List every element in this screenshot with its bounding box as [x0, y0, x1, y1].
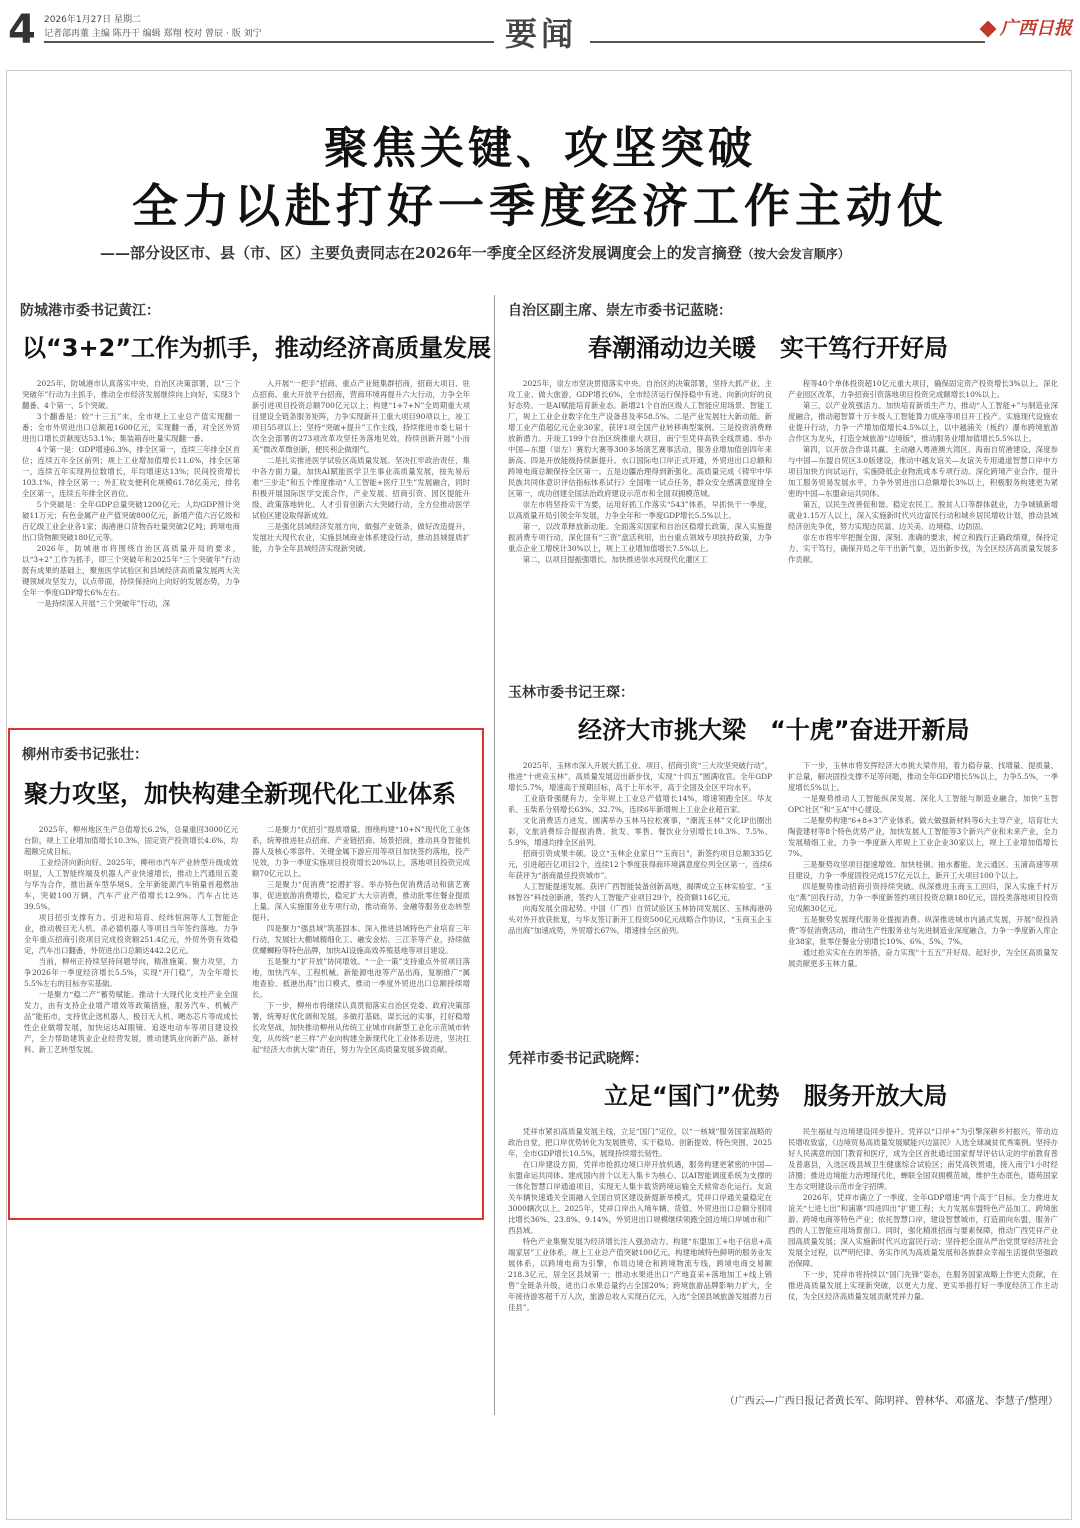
byline-pingxiang: 凭祥市委书记武晓辉： — [508, 1051, 648, 1067]
body-yulin-col1: 2025年，玉林市深入开展大抓工业、项目、招商引资“三大攻坚突破行动”，推进“十虎竞玉林”，高质量发展迈出新步伐，实现“十四五”圆满收官。全年GDP增长5.7%，增速高于预期目标，高于上年水平，高于全国及全区平均水平。 工业筋骨强健有力。全年规上工业总产值增长14%，增速领跑全区。华友系、玉柴系分别增长63%、32.7%，连续6年新增规上工业企业超百家。 文化消费活力迸发。圆满举办玉林马拉松赛事，“潮流玉林”文化IP出圈出彩，文旅消费综合提振消费、批发、零售、餐饮业分别增长10.3%、7.5%、5.9%，增速均排全区前列。 招商引资成果丰硕。设立“玉林企业家日”“玉商日”，新签约项目总额335亿元，引进超百亿项目2个，连续12个季度获得商环境满意度位列全区第一，连续6年获评为“浙商最佳投资城市”。 人工智能提速发展。获评广西智能装备创新高地，揭牌成立玉林实验室、“玉林智谷”科技创新港，签约人工智能产业项目29个，投资额116亿元。 向海发展全面起势。中国（广西）自贸试验区玉林协同发展区、玉林海港码头对外开放获批复，与华友签订新开工投资500亿元战略合作协议，“玉商玉企玉品出海”加速成势，外贸增长67%，增速排全区前列。 — [508, 761, 772, 935]
headline-subtitle — [100, 242, 1040, 263]
body-yulin-col2: 下一步，玉林市将发挥经济大市挑大梁作用，着力稳存量、找增量、提质量、扩总量，解决固投支撑不足等问题，推动全年GDP增长5%以上，力争5.5%，一季度增长5%以上。 一是聚势推动人工智能纵深发展。深化人工智能与制造业融合，加快“玉智OPC社区”和“玉A”中心建设。 二是聚势构建“6+8+3”产业体系。做大做强新材料等6大主导产业，培育壮大陶瓷建材等8个特色优势产业，加快发展人工智能等3个新兴产业和未来产业，全力发展精细工业，力争一季度新入库规上工业企业30家以上，规上工业增加值增长7%。 三是聚势攻坚项目提速增效。加快桂铜、抽水蓄能、龙云通区、玉浦高速等项目建设，力争一季度固投完成157亿元以上，新开工大项目100个以上。 四是聚势推动招商引资持续突破。纵深推进玉商玉工回归，深入实施千村万屯“燕”回我行动，力争一季度新签约项目投资总额180亿元，固投类落地项目投资完成额30亿元。 五是聚势发展现代服务业提振消费。纵深推进城市内涵式发展，开展“促投消费”等促消费活动，推动生产性服务业与先进制造业深度融合，力争一季度新入库企业38家，批零住餐业分别增长10%、6%、5%、7%。 通过抢实实在在的举措，奋力实现“十五五”开好局、起好步，为全区高质量发展贡献更多玉林力量。 — [788, 761, 1058, 968]
byline-liuzhou: 柳州市委书记张壮： — [22, 747, 148, 763]
section-title: 要闻 — [505, 15, 578, 53]
title-yulin: 经济大市挑大梁 “十虎”奋进开新局 — [578, 716, 970, 744]
body-liuzhou-col2: 二是聚力“优招引”提质增量。围绕构建“10+N”现代化工业体系，统筹推进驻点招商、产业链招商、场景招商，推动具身智能机器人及核心零部件、关键金属下游应用等项目加快签约落地，投产见效，力争一季度实施项目投资增长20%以上，落地项目投资完成额70亿元以上。 三是聚力“促消费”挖潜扩容。举办特色促消费活动和演艺赛事，促进旅游消费增长，稳定扩大大宗消费，推动批零住餐业提质上量。深入实施服务业专项行动，推动商务、金融等服务业态转型提升。 四是聚力“强县域”筑基固本。深入推进县域特色产业培育三年行动，发展壮大棚城精细化工、融安金桔、三江茶等产业，持续做优螺蛳粉等特色品牌，加快AI设施高效养殖基地等项目建设。 五是聚力“扩开放”协同增效。“一企一策”支持重点外贸项目落地，加快汽车、工程机械、新能源电池等产品出海，复制推广“属地查验、抵港出海”出口模式，推动一季度外贸进出口总额持续增长。 下一步，柳州市将继续认真贯彻落实自治区党委、政府决策部署，统筹好优化调和发展，多做打基础、谋长远的实事，打好稳增长攻坚战，加快推动柳州从传统工业城市向新型工业化示范城市转变，从传统“老三样”产业向构建全新现代化工业体系迈进，坚决扛起“经济大市挑大梁”责任，努力为全区高质量发展多做贡献。 — [252, 825, 470, 1054]
header-rule-right — [590, 41, 985, 43]
header-rule-left — [44, 41, 494, 43]
editors-line: 记者部再董 主编 陈丹干 编辑 郑翔 校对 曾辰 · 版 刘宁 — [44, 29, 262, 39]
column-divider — [494, 295, 495, 1415]
byline-chongzuo: 自治区副主席、崇左市委书记蓝晓： — [508, 303, 732, 319]
title-pingxiang: 立足“国门”优势 服务开放大局 — [604, 1082, 948, 1110]
page-number: 4 — [8, 7, 36, 53]
logo-diamond-icon — [980, 21, 997, 38]
body-fangchenggang-col2: 入开展“一把手”招商、重点产业链集群招商，招商大项目、驻点招商、重大开放平台招商，营商环境再提升六大行动，力争全年新引进项目投资总额700亿元以上；构建“1+7+N”全周期重大项目建设全链条服务矩阵，力争实现新开工重大项目90项以上，竣工项目55项以上；坚持“突破+提升”工作主线，持续推进市委七届十次全会部署的273项改革攻坚任务落地见效，持续创新开展“小而美”微改革微创新，便民利企做细气。 二是扎实推进医学试验区高质量发展。坚决扛牢政治责任，集中各方面力量，加快AI赋能医学卫生事业高质量发展，按先易后难“三步走”和五个维度推动“人工智能+医疗卫生”发展融合，同时积极开展国际医学交流合作，产业发展、招商引资、园区提能升级、政策落地转化、人才引育创新六大突破行动，全方位推动医学试验区建设取得新成效。 三是强化县域经济发展方向，做强产业链条，做好改造提升，发展壮大现代农业，实施县域商业体系建设行动，推动县城提质扩能，力争全年县域经济实现新突破。 — [252, 379, 470, 553]
title-liuzhou: 聚力攻坚，加快构建全新现代化工业体系 — [24, 780, 456, 808]
headline-line1: 聚焦关键、攻坚突破 — [324, 123, 756, 174]
paper-name: 广西日报 — [1000, 18, 1072, 39]
title-fangchenggang: 以“3+2”工作为抓手，推动经济高质量发展 — [22, 334, 492, 362]
body-chongzuo-col2: 程等40个单体投资超10亿元重大项目，确保固定资产投资增长3%以上。深化产业园区改革，力争招商引资落地项目投资完成额增长10%以上。 第三，以产业筑强活力。加快培育新质生产力，推动“人工智能+”与制造业深度融合，推动超智算十万卡级人工智能算力底座等项目开工投产。实施现代设施农业提升行动，力争一产增加值增长4.5%以上，以中越浦关（板约）瀑布跨境旅游合作区为龙头，打造全域旅游“边境版”，推动服务业增加值增长5.5%以上。 第四，以开放合作谋共赢。主动融入粤港澳大湾区、海南自贸港建设，深度参与中国—东盟自贸区3.0版建设，推动中越友谊关—友谊关专用通道智慧口岸中方项目加快方向试运行，实施降低企业物流成本专项行动。深化跨境产业合作，提升加工服务贸易发展水平，力争外贸进出口总额增长3%以上，积极服务构建更为紧密的中国—东盟命运共同体。 第五，以民生改善促和谐。稳定农民工、脱贫人口等群体就业，力争城镇新增就业1.15万人以上，深入实施新时代兴边富民行动和城乡居民增收计划，推动县域经济创先争优，努力实现边民富、边关美、边境稳、边防固。 崇左市将牢牢把握全面、深刻、准确的要求，树立和践行正确政绩观，保持定力、实干笃行，确保开局之年干出新气象，迈出新步伐，为全区经济高质量发展多作贡献。 — [788, 379, 1058, 564]
headline-line2: 全力以赴打好一季度经济工作主动仗 — [132, 179, 948, 233]
body-liuzhou-col1: 2025年，柳州地区生产总值增长6.2%，总量重回3000亿元台阶，规上工业增加值增长10.3%，固定资产投资增长4.6%，均超额完成目标。 工业经济向新向好。2025年，柳州市汽车产业转型升级成效明显，人工智能终端及机器人产业快速增长，推动上汽通用五菱与华为合作，推出新车型华境S。全年新能源汽车销量首超燃油车，突破100万辆，汽车产业产值增长12.9%。汽车占比达39.5%。 项目招引支撑有力。引进和培育、经纬恒润等人工智能企业，推动极目无人机、杀必德机器人等项目当年签约落地。力争全年重点招商引资项目完成投资额251.4亿元，外贸外资有效稳定，汽车出口翻番，外贸进出口总额达442.2亿元。 当前，柳州正持续坚持问题导向，精准施策、聚力攻坚，力争2026年一季度经济增长5.5%，实现“开门稳”，为全年增长5.5%左右的目标夯实基础。 一是聚力“稳二产”蓄势赋能。推动十大现代化支柱产业全面发力，由有支持企业增产增效等政策措施，服务汽车、机械产品”能拓市，支持优企选机器人、极目无人机、飓态芯片等成成长性企业做增发展，加快运达AI眼镜、追逐电动车等项目建设投产，全力帮助建筑业企业经营发展，推动建筑业向新产品、新材料、新工艺转型发展。 — [24, 825, 238, 1054]
body-fangchenggang-col1: 2025年，防城港市认真落实中央、自治区决策部署，以“三个突破年”行动为主抓手，推动全市经济发展继续向上向好，实现3个翻番、4个第一、5个突破。 3个翻番是：较“十三五”末，全市规上工业总产值实现翻一番；全市外贸进出口总额超1600亿元，实现翻一番，对全区外贸进出口增长贡献度达53.1%；集装箱吞吐量实现翻一番。 4个第一是：GDP增速6.3%，排全区第一，连续三年排全区首位；连续五年全区前列；规上工业增加值增长11.6%，排全区第一，连续五年实现两位数增长，年均增速达13%；民间投资增长103.1%，排全区第一；外汇收支便利化规模61.78亿美元，排名全区第一，连续五年排全区首位。 5个突破是：全年GDP总量突破1200亿元；人均GDP预计突破11万元；有色金属产业产值突破800亿元，新增产值六百亿级和百亿级工业企业各1家；海港港口货物吞吐量突破2亿吨；跨境电商出口货物额突破180亿元等。 2026年，防城港市将围绕自治区高质量开局的要求，以“3+2”工作为抓手，即三个突破年和2025年“三个突破年”行动既有成果的基础上，聚焦医学试验区和县域经济高质量发展两大关键领域攻坚发力，以点带面，持续保持向上向好的发展态势，力争全年一季度GDP增长6%左右。 一是持续深入开展“三个突破年”行动，深 — [22, 379, 240, 608]
subtitle-note: （按大会发言顺序） — [741, 247, 850, 261]
reporter-credit: （广西云—广西日报记者黄长军、陈明祥、曾林华、邓盛龙、李慧子/整理） — [724, 1396, 1058, 1407]
title-chongzuo: 春潮涌动边关暖 实干笃行开好局 — [588, 334, 948, 362]
body-chongzuo-col1: 2025年，崇左市坚决贯彻落实中央、自治区的决策部署，坚持大抓产业、主攻工业、做大旅游，GDP增长6%，全市经济运行保持稳中有进、向新向好的良好态势。一是AI赋能培育新业态。新增21个自治区级人工智能应用场景、智能工厂，规上工业企业数字化生产设备普及率58.5%。二是产业发展壮大新动能。新增工业产值超亿元企业30家，获评1项全国产业转移典型案例。三是投资消费释放新潜力。开竣工199个自治区统推重大项目，南宁至凭祥高铁全线贯通。举办中国—东盟（崇左）赛豹大赛等300多场演艺赛事活动，服务业增加值创四年来新高。四是开放能级持续新提升。水口国际电口岸正式开通，外贸进出口总额和跨境电商总额保持全区第一。五是边疆治理得到新强化。高质量完成《铸牢中华民族共同体意识评估指标体系试行》全国唯一试点任务，群众安全感满意度排全区第一，成功创建全国法治政府建设示范市和全国双拥模范城。 崇左市将坚持实干为要，运用好抓工作落实“543”体系，早抓快干一季度，以高质量开局引领全年发展，力争全年和一季度GDP增长5.5%以上。 第一，以改革释放新动能。全面落实国家和自治区稳增长政策，深入实施提振消费专项行动，深化国有“三资”盘活利用，出台重点领域专项扶持政策，力争重点企业工增统计30%以上，规上工业增加值增长7.5%以上。 第二，以项目提振强增长。加快推进崇水河现代化灌区工 — [508, 379, 772, 564]
subtitle-text: ——部分设区市、县（市、区）主要负责同志在2026年一季度全区经济发展调度会上的发言摘登 — [100, 244, 742, 262]
body-pingxiang-col1: 凭祥市紧扣高质量发展主线，立足“国门”定位，以“一核城”服务国家战略的政治自觉，把口岸优势转化为发展胜势，实干稳局、创新提效、特色突围，2025年，全市GDP增长10.5%，展现持续增长韧性。 在口岸建设方面，凭祥市抢抓边境口岸开放机遇，服务构建更紧密的中国—东盟命运共同体。建成国内首个以无人集卡为核心、以AI智能调度系统为支撑的一体化智慧口岸通道项目，实现无人集卡载货跨境运输全天候常态化运行。友谊关车辆快速通关全面融入全国自贸区建设新提新举模式，凭祥口岸通关量稳定在3000辆次以上。2025年，凭祥口岸出入境车辆、货值、外贸进出口总额分别同比增长36%、23.8%、9.14%，外贸进出口规模继续领跑全国边境口岸城市和广西县域。 特色产业集聚发展为经济增长注入强劲动力。构建“东盟加工+电子信息+高端家居”工业体系，规上工业总产值突破100亿元。构建地域特色鲜明的服务业发展体系，以跨境电商为引擎，布局边境仓和跨境物流专线，跨境电商交易额218.3亿元，居全区县域第一；推动水果进出口“产地直采+落地加工+线上销售”全链条升级，进出口水果总量约占全国20%；跨境旅游品牌影响力扩大，全年接待游客超千万人次，旅游总收入实现百亿元，入选“全国县域旅游发展潜力百佳县”。 — [508, 1127, 772, 1312]
byline-fangchenggang: 防城港市委书记黄江： — [20, 303, 160, 319]
paper-logo — [982, 14, 1072, 40]
date-line: 2026年1月27日 星期二 — [44, 15, 141, 25]
byline-yulin: 玉林市委书记王琛： — [508, 685, 634, 701]
body-pingxiang-col2: 民生福祉与边境建设同步提升。凭祥以“口岸+”为引擎深耕乡村振兴，带动边民增收致富，《边境贸易高质量发展赋能兴边富民》入选全球减贫优秀案例。坚持办好人民满意的国门教育和医疗，成为全区首批通过国家督导评估认定的学前教育普及普惠县，入选区级县域卫生健康综合试验区；南凭高铁贯通，接入南宁1小时经济圈；推进边境能力治理现代化，蝉联全国双拥模范城，维护生态底色，德苑国家生态文明建设示范市金字招牌。 2026年，凭祥市确立了一季度、全年GDP增速“两个高于”目标。全力推进友谊关“七进七出”和浦寨“四进四出”扩建工程；大力发展东盟特色产品加工、跨境旅游、跨境电商等特色产业；依托智慧口岸，建设智慧城市，打造面向东盟、服务广西的人工智能应用场景窗口。同时，强化精准招商与要素保障，推动广西凭祥产业园高质量发展；深入实施新时代兴边富民行动；坚持把全面从严治党贯穿经济社会发展全过程，以严明纪律、务实作风为高质量发展和各族群众幸福生活提供坚强政治保障。 下一步，凭祥市将持续以“国门先锋”姿态，在服务国家战略上作更大贡献，在推进高质量发展上实现新突破，以更大力度、更实举措打好一季度经济工作主动仗，为全区经济高质量发展贡献凭祥力量。 — [788, 1127, 1058, 1301]
